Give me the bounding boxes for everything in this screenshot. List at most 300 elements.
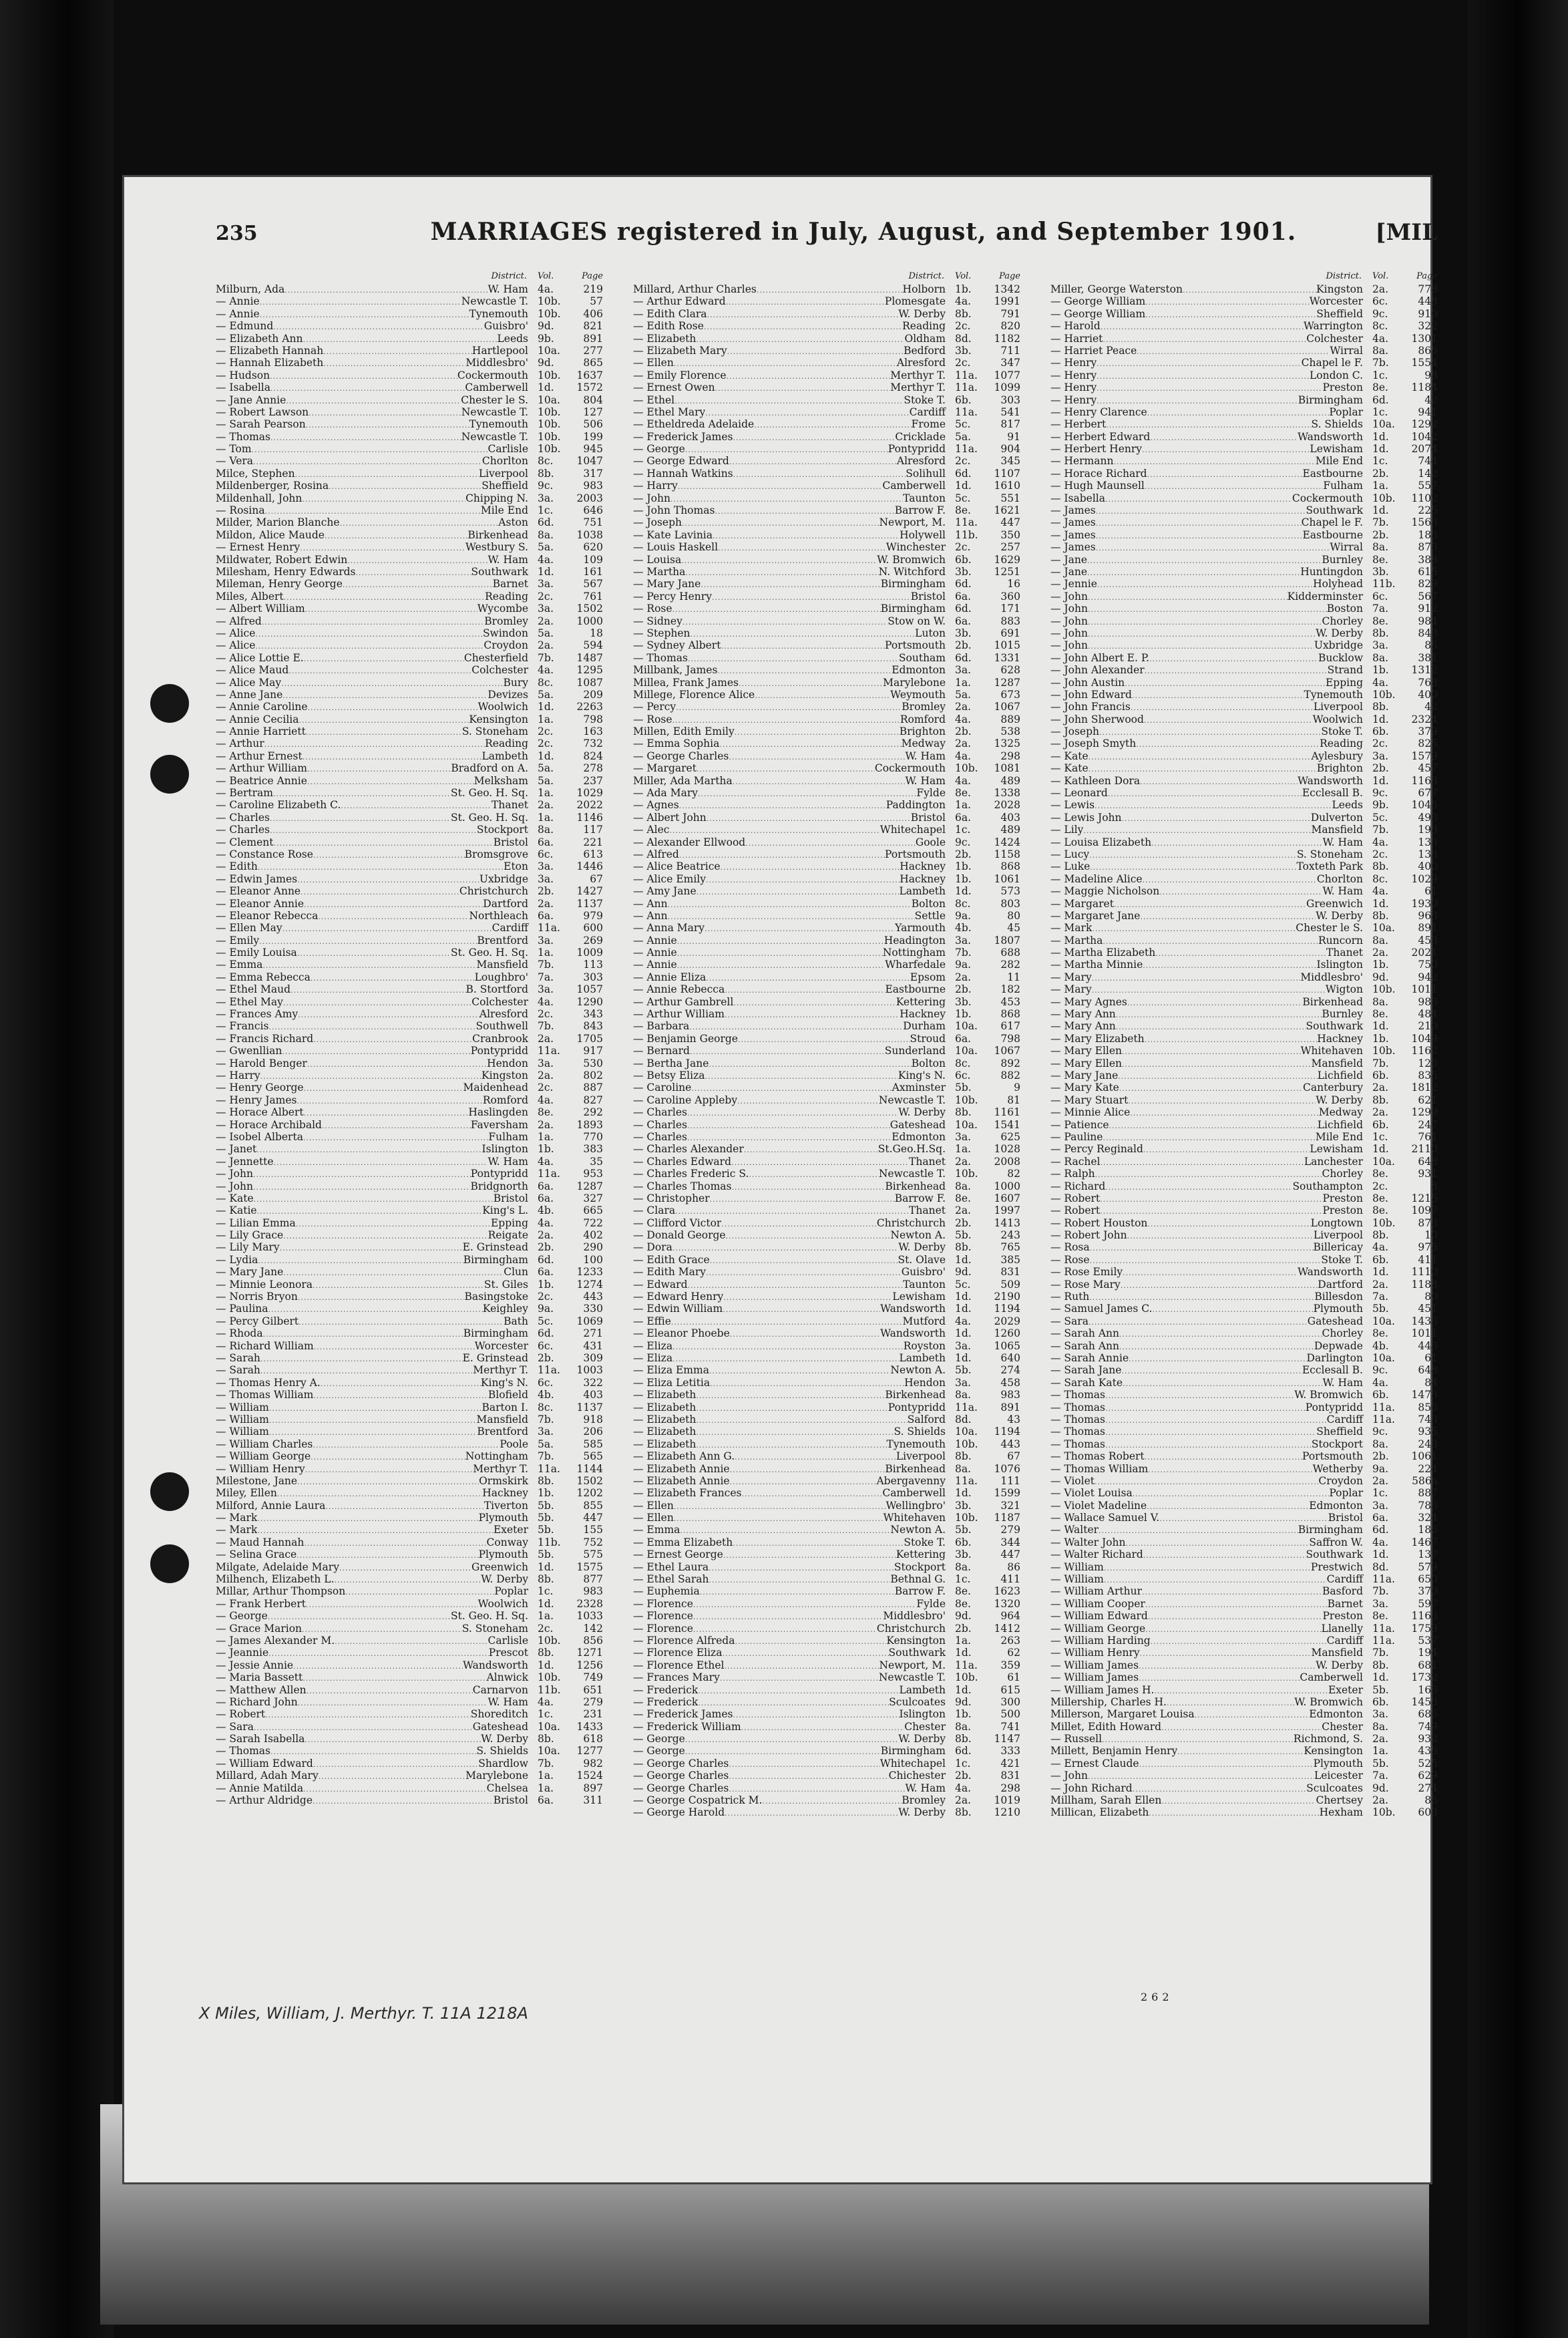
leader-dots <box>705 1071 898 1081</box>
entry-volume: 10b. <box>1372 983 1396 996</box>
entry-name: — Eleanor Anne <box>216 885 301 898</box>
leader-dots <box>269 1403 482 1413</box>
leader-dots <box>1087 555 1322 566</box>
entry-page: 567 <box>1418 590 1438 603</box>
entry-page: 1412 <box>994 1622 1020 1635</box>
entry-page: 269 <box>583 934 603 947</box>
entry-name: — Mary <box>1050 983 1092 996</box>
leader-dots <box>696 1427 894 1438</box>
entry-name: — Annie Cecilia <box>216 713 299 725</box>
register-entry <box>633 1192 1020 1204</box>
entry-volume: 1d. <box>538 749 554 762</box>
entry-name: — Annie <box>633 934 677 947</box>
entry-name: — Sarah Annie <box>1050 1351 1129 1364</box>
register-entry <box>1050 1352 1438 1364</box>
entry-volume: 4b. <box>1372 1339 1389 1352</box>
entry-district: Guisbro' <box>483 320 528 333</box>
entry-volume: 10a. <box>1372 418 1395 431</box>
register-entry <box>216 492 603 504</box>
entry-page: 843 <box>1418 627 1438 639</box>
entry-name: — Minnie Leonora <box>216 1278 313 1291</box>
entry-district: Bristol <box>1328 1512 1363 1524</box>
register-entry <box>1050 369 1438 381</box>
district-header: District. <box>1326 271 1362 281</box>
entry-page: 1812 <box>1411 1081 1438 1094</box>
entry-page: 567 <box>583 578 603 591</box>
entry-volume: 1a. <box>538 1770 554 1782</box>
entry-volume: 9d. <box>538 357 554 369</box>
entry-district: Epsom <box>910 971 946 983</box>
entry-page: 1038 <box>576 528 603 541</box>
entry-volume: 6d. <box>538 516 554 529</box>
entry-name: — John <box>1050 603 1088 615</box>
leader-dots <box>270 432 461 443</box>
entry-volume: 11a. <box>955 369 978 381</box>
entry-page: 2190 <box>994 1291 1020 1303</box>
leader-dots <box>733 469 906 480</box>
entry-page: 279 <box>1000 1524 1020 1536</box>
entry-name: — Lewis John <box>1050 811 1122 824</box>
register-entry <box>1050 1291 1438 1303</box>
entry-district: Preston <box>1322 1192 1363 1204</box>
entry-page: 2003 <box>576 492 603 504</box>
entry-name: — Thomas <box>1050 1413 1105 1426</box>
entry-district: St. Geo. H. Sq. <box>450 811 528 824</box>
leader-dots <box>1154 1685 1328 1696</box>
entry-volume: 11b. <box>538 1536 561 1548</box>
entry-name: — Herbert <box>1050 418 1107 431</box>
entry-district: Newton A. <box>890 1229 946 1242</box>
register-entry <box>216 1500 603 1512</box>
register-entry <box>633 1487 1020 1499</box>
entry-name: Millican, Elizabeth <box>1050 1806 1149 1819</box>
entry-page: 743 <box>1418 1413 1438 1426</box>
entry-volume: 10b. <box>538 1671 561 1684</box>
entry-district: Pontypridd <box>888 443 946 456</box>
entry-name: — William <box>216 1413 269 1426</box>
entry-name: — Martha <box>633 565 686 578</box>
entry-volume: 2a. <box>538 1069 554 1081</box>
register-entry <box>1050 468 1438 480</box>
leader-dots <box>701 579 881 590</box>
register-entry <box>216 1635 603 1647</box>
leader-dots <box>1145 297 1310 307</box>
entry-district: Worcester <box>474 1339 528 1352</box>
leader-dots <box>297 1476 479 1487</box>
entry-volume: 6b. <box>1372 1695 1389 1708</box>
entry-name: — John <box>216 1168 253 1180</box>
entry-name: Milhench, Elizabeth L. <box>216 1573 335 1586</box>
entry-volume: 5b. <box>955 1364 972 1377</box>
register-entry <box>1050 1623 1438 1635</box>
register-entry <box>216 1438 603 1450</box>
leader-dots <box>729 1759 879 1770</box>
entry-district: Alresford <box>479 1008 528 1021</box>
entry-name: — Maria Bassett <box>216 1671 303 1684</box>
entry-page: 557 <box>1418 480 1438 492</box>
entry-district: Loughbro' <box>474 971 528 983</box>
entry-page: 1637 <box>576 369 603 381</box>
entry-volume: 8a. <box>1372 541 1389 554</box>
register-entry <box>1050 1045 1438 1057</box>
entry-page: 1487 <box>576 651 603 664</box>
entry-name: — Tom <box>216 443 252 456</box>
entry-district: Chesterfield <box>463 651 528 664</box>
entry-name: — Lydia <box>216 1253 258 1266</box>
entry-page: 931 <box>1418 1168 1438 1180</box>
entry-volume: 1d. <box>955 885 972 898</box>
leader-dots <box>685 444 888 455</box>
entry-page: 640 <box>1000 1351 1020 1364</box>
entry-page: 983 <box>583 480 603 492</box>
leader-dots <box>724 1661 879 1671</box>
leader-dots <box>282 690 487 701</box>
leader-dots <box>1088 592 1288 603</box>
entry-name: — John <box>1050 615 1088 627</box>
entry-district: Birmingham <box>880 1745 946 1758</box>
entry-district: Toxteth Park <box>1296 860 1363 873</box>
entry-district: Uxbridge <box>479 872 528 885</box>
register-entry <box>1050 381 1438 393</box>
register-entry <box>1050 935 1438 947</box>
register-entry <box>633 1241 1020 1253</box>
entry-name: — Harry <box>633 480 678 492</box>
entry-volume: 1c. <box>538 1708 554 1721</box>
leader-dots <box>1103 334 1306 345</box>
register-entry <box>216 1536 603 1548</box>
register-entry <box>633 1524 1020 1536</box>
leader-dots <box>257 1513 478 1524</box>
entry-volume: 4a. <box>1372 885 1389 898</box>
leader-dots <box>717 665 892 676</box>
leader-dots <box>1122 1059 1312 1069</box>
entry-district: Whitechapel <box>879 1757 946 1770</box>
entry-district: N. Witchford <box>878 565 946 578</box>
leader-dots <box>306 727 462 737</box>
register-entry <box>1050 345 1438 357</box>
entry-name: — Thomas William <box>216 1389 314 1401</box>
register-entry <box>216 345 603 357</box>
entry-district: Liverpool <box>1313 1229 1363 1242</box>
leader-dots <box>676 702 902 713</box>
entry-district: S. Shields <box>1311 418 1363 431</box>
entry-volume: 1d. <box>1372 430 1389 443</box>
entry-name: — Sarah <box>216 1364 260 1377</box>
entry-district: Wandsworth <box>880 1327 946 1340</box>
register-entry <box>216 639 603 651</box>
entry-volume: 5c. <box>955 492 971 504</box>
entry-list <box>633 283 1020 1819</box>
leader-dots <box>260 309 469 320</box>
entry-name: — Hugh Maunsell <box>1050 480 1145 492</box>
entry-name: — Thomas <box>633 651 688 664</box>
entry-volume: 9d. <box>955 1610 972 1623</box>
entry-name: — George <box>633 1733 685 1745</box>
leader-dots <box>1096 530 1303 541</box>
entry-name: — Gwenllian <box>216 1045 282 1057</box>
entry-volume: 10b. <box>955 1671 978 1684</box>
entry-district: Thanet <box>492 799 528 812</box>
leader-dots <box>1088 1771 1314 1782</box>
register-entry <box>633 1094 1020 1106</box>
leader-dots <box>303 752 482 762</box>
register-entry <box>1050 812 1438 824</box>
register-entry <box>1050 1684 1438 1696</box>
entry-page: 1502 <box>576 1474 603 1487</box>
entry-page: 917 <box>583 1045 603 1057</box>
entry-page: 435 <box>1418 1745 1438 1758</box>
leader-dots <box>1149 653 1318 664</box>
leader-dots <box>1119 1083 1303 1094</box>
entry-volume: 3a. <box>538 492 554 504</box>
entry-page: 1163 <box>1411 1610 1438 1623</box>
entry-page: 42 <box>1424 393 1438 406</box>
entry-volume: 3a. <box>538 983 554 996</box>
leader-dots <box>255 641 483 651</box>
register-entry <box>633 947 1020 959</box>
entry-page: 829 <box>1418 578 1438 591</box>
leader-dots <box>672 715 900 725</box>
register-entry <box>633 1548 1020 1560</box>
entry-name: — Arthur Aldridge <box>216 1794 313 1807</box>
entry-volume: 6b. <box>955 553 972 566</box>
register-entry <box>216 529 603 541</box>
entry-volume: 6c. <box>538 848 554 860</box>
entry-volume: 7b. <box>1372 824 1389 836</box>
register-entry <box>216 799 603 811</box>
entry-volume: 1a. <box>538 713 554 725</box>
register-entry <box>216 1413 603 1426</box>
entry-page: 628 <box>1000 664 1020 677</box>
entry-page: 749 <box>583 1671 603 1684</box>
leader-dots <box>299 1317 504 1327</box>
entry-name: — Sarah Pearson <box>216 418 306 431</box>
entry-district: Settle <box>914 909 946 922</box>
register-entry <box>216 1131 603 1143</box>
entry-district: Bristol <box>910 590 946 603</box>
entry-page: 303 <box>1000 393 1020 406</box>
entry-district: Exeter <box>1328 1683 1363 1696</box>
entry-name: — Richard William <box>216 1339 314 1352</box>
leader-dots <box>715 383 891 393</box>
entry-page: 484 <box>1418 1008 1438 1021</box>
leader-dots <box>1090 1242 1314 1253</box>
entry-page: 1047 <box>576 455 603 468</box>
entry-volume: 10a. <box>1372 1155 1395 1168</box>
entry-page: 918 <box>583 1413 603 1426</box>
entry-name: — Walter <box>1050 1524 1099 1536</box>
entry-page: 1015 <box>994 639 1020 652</box>
register-entry <box>633 1352 1020 1364</box>
entry-district: Holywell <box>900 528 946 541</box>
entry-page: 1997 <box>994 1204 1020 1217</box>
entry-district: Mile End <box>480 504 528 517</box>
leader-dots <box>685 1746 881 1757</box>
entry-name: — Thomas William <box>1050 1462 1149 1475</box>
entry-volume: 6d. <box>1372 1524 1389 1536</box>
entry-name: — Ethel Laura <box>633 1560 709 1573</box>
entry-district: Camberwell <box>882 480 946 492</box>
register-entry <box>216 566 603 578</box>
entry-volume: 8a. <box>538 824 554 836</box>
entry-name: — Ethel Mary <box>633 405 706 418</box>
entry-page: 804 <box>583 393 603 406</box>
leader-dots <box>297 1550 478 1560</box>
entry-district: Eastbourne <box>1302 467 1363 480</box>
entry-district: Hackney <box>900 1008 946 1021</box>
entry-volume: 10b. <box>538 418 561 431</box>
entry-district: Westbury S. <box>465 541 528 554</box>
entry-page: 298 <box>1000 1782 1020 1794</box>
entry-page: 263 <box>1000 1634 1020 1647</box>
index-column-2 <box>633 270 1020 1993</box>
entry-volume: 2b. <box>955 639 972 652</box>
entry-page: 42 <box>1424 701 1438 713</box>
entry-district: Liverpool <box>478 467 528 480</box>
entry-page: 625 <box>1000 1130 1020 1143</box>
entry-name: — Alexander Ellwood <box>633 836 746 848</box>
entry-name: — Emily Florence <box>633 369 727 381</box>
entry-district: W. Derby <box>898 1106 946 1119</box>
entry-district: Yarmouth <box>895 922 946 935</box>
register-entry <box>633 1500 1020 1512</box>
entry-name: Milburn, Ada <box>216 283 285 295</box>
entry-district: Lewisham <box>892 1291 946 1303</box>
register-entry <box>633 1696 1020 1708</box>
entry-page: 219 <box>583 283 603 295</box>
entry-page: 300 <box>1000 1695 1020 1708</box>
entry-volume: 4a. <box>1372 1376 1389 1389</box>
entry-name: — William James H. <box>1050 1683 1155 1696</box>
leader-dots <box>697 764 875 774</box>
register-entry <box>633 1131 1020 1143</box>
entry-page: 975 <box>1418 1241 1438 1254</box>
entry-district: Oldham <box>904 332 946 345</box>
entry-page: 865 <box>583 357 603 369</box>
entry-district: Barrow F. <box>894 504 946 517</box>
entry-name: — Charles <box>216 824 270 836</box>
entry-name: — Mark <box>216 1512 258 1524</box>
entry-district: Mutford <box>902 1315 946 1327</box>
entry-page: 1067 <box>994 701 1020 713</box>
entry-name: — Elizabeth Annie <box>633 1474 730 1487</box>
leader-dots <box>1099 1525 1298 1536</box>
entry-district: Wandsworth <box>880 1303 946 1315</box>
leader-dots <box>286 395 461 406</box>
register-entry <box>1050 1377 1438 1389</box>
entry-volume: 4a. <box>955 774 972 787</box>
entry-name: — William Cooper <box>1050 1597 1145 1610</box>
entry-volume: 4a. <box>1372 1241 1389 1254</box>
register-entry <box>1050 1008 1438 1020</box>
entry-volume: 2b. <box>955 983 972 996</box>
entry-volume: 8c. <box>538 455 554 468</box>
leader-dots <box>1183 285 1316 295</box>
entry-volume: 3a. <box>538 603 554 615</box>
register-entry <box>633 1106 1020 1118</box>
entry-volume: 5a. <box>538 627 554 639</box>
entry-volume: 8d. <box>955 1413 972 1426</box>
entry-district: Frome <box>911 418 946 431</box>
leader-dots <box>329 481 481 492</box>
entry-volume: 5a. <box>538 1438 554 1450</box>
leader-dots <box>268 1304 483 1315</box>
entry-district: Southampton <box>1292 1180 1363 1192</box>
leader-dots <box>1145 309 1316 320</box>
entry-district: Devizes <box>487 688 528 701</box>
register-entry <box>216 1794 603 1806</box>
entry-district: Edmonton <box>892 664 946 677</box>
register-entry <box>216 971 603 983</box>
entry-volume: 1b. <box>1372 664 1389 677</box>
entry-district: Kettering <box>896 1548 946 1561</box>
entry-district: Kensington <box>886 1634 946 1647</box>
entry-name: — John Albert E. P. <box>1050 651 1150 664</box>
entry-name: — Ann <box>633 909 668 922</box>
entry-volume: 6b. <box>955 1536 972 1548</box>
entry-name: — James <box>1050 516 1096 529</box>
entry-page: 1184 <box>1411 381 1438 394</box>
leader-dots <box>677 960 886 971</box>
entry-page: 889 <box>1000 713 1020 725</box>
entry-name: — Etheldreda Adelaide <box>633 418 755 431</box>
leader-dots <box>273 788 451 799</box>
entry-name: — Thomas <box>1050 1401 1105 1413</box>
entry-name: — William Arthur <box>1050 1585 1142 1598</box>
leader-dots <box>257 1206 483 1216</box>
entry-volume: 1d. <box>955 480 972 492</box>
register-entry <box>216 627 603 639</box>
entry-district: Cardiff <box>492 922 528 935</box>
entry-volume: 8e. <box>955 504 971 517</box>
entry-name: — Eliza <box>633 1339 673 1352</box>
entry-district: Greenwich <box>1306 897 1363 910</box>
register-entry <box>216 603 603 615</box>
entry-volume: 7b. <box>538 1450 554 1463</box>
leader-dots <box>1100 1206 1322 1216</box>
entry-page: 209 <box>583 688 603 701</box>
entry-page: 1057 <box>576 983 603 996</box>
entry-page: 453 <box>1418 934 1438 947</box>
entry-district: Mansfield <box>1311 1647 1363 1659</box>
entry-name: — Margaret <box>633 762 697 775</box>
register-entry <box>633 1733 1020 1745</box>
entry-volume: 10b. <box>538 1634 561 1647</box>
register-entry <box>216 1573 603 1585</box>
register-entry <box>216 1512 603 1524</box>
entry-volume: 6a. <box>955 615 972 627</box>
entry-volume: 8b. <box>538 1474 554 1487</box>
leader-dots <box>726 297 885 307</box>
entry-name: Mildenberger, Rosina <box>216 480 329 492</box>
entry-district: Guisbro' <box>901 1266 946 1279</box>
entry-page: 868 <box>1000 1008 1020 1021</box>
entry-page: 350 <box>1000 528 1020 541</box>
leader-dots <box>1142 1586 1322 1597</box>
entry-name: — Sarah Isabella <box>216 1733 305 1745</box>
leader-dots <box>675 1206 909 1216</box>
entry-page: 2008 <box>994 1155 1020 1168</box>
leader-dots <box>307 1059 487 1069</box>
register-entry <box>633 860 1020 872</box>
entry-district: Poole <box>500 1438 528 1450</box>
leader-dots <box>1089 764 1317 774</box>
entry-name: — Caroline <box>633 1081 692 1094</box>
entry-district: Bedford <box>904 344 946 357</box>
entry-page: 648 <box>1418 1155 1438 1168</box>
entry-volume: 5b. <box>1372 1757 1389 1770</box>
entry-name: — Harold Benger <box>216 1057 307 1069</box>
